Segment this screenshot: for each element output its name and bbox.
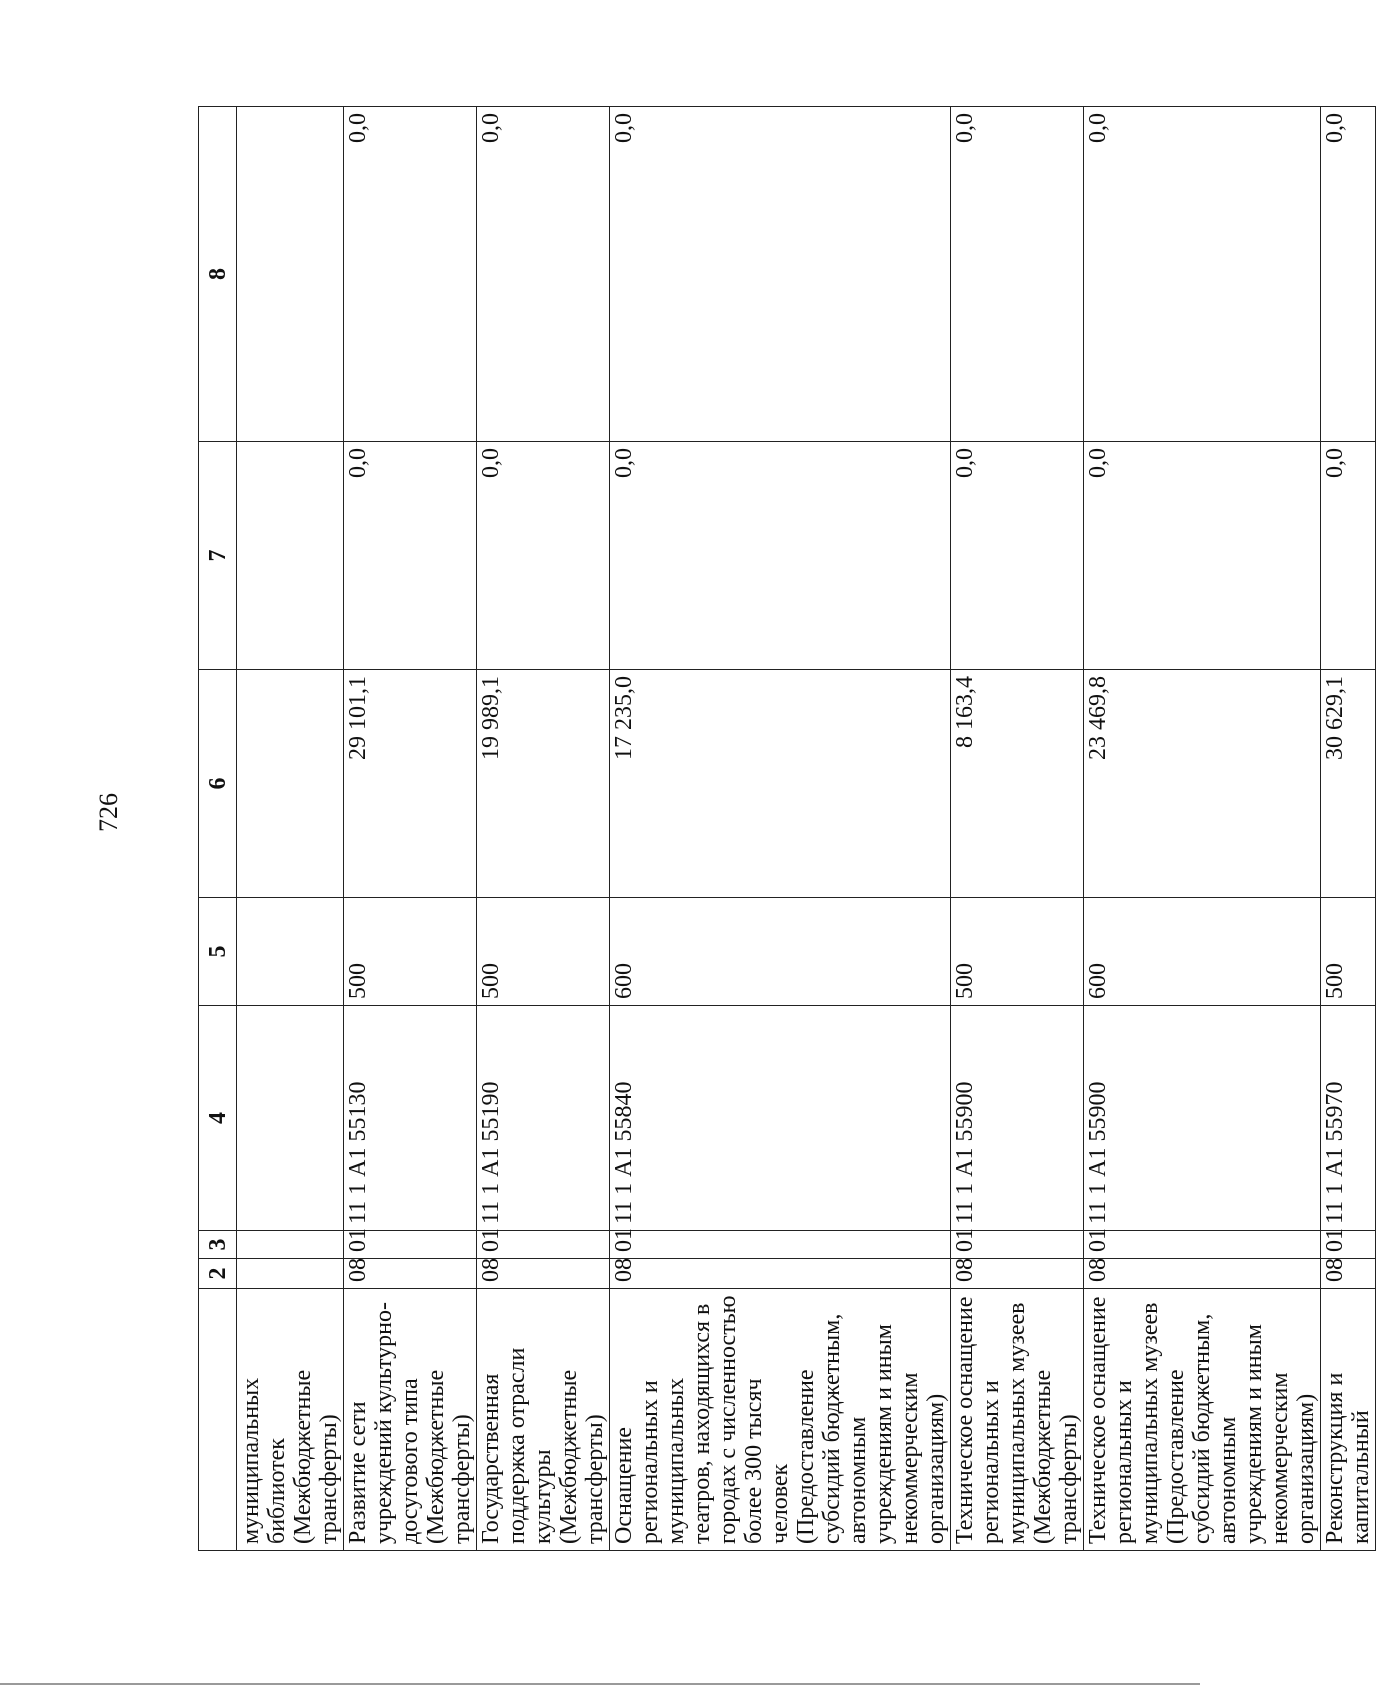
cell-amount: 0,0: [1084, 442, 1321, 670]
table-row: [951, 107, 1084, 1551]
cell-expense-type: 500: [1321, 898, 1376, 1006]
cell-name: Техническое оснащение региональных и муниципальных музеев (Предоставление субсидий бюджетным, автономным учреждениям и иным некоммерческим организациям): [1084, 1289, 1321, 1551]
cell-expense-type: 500: [344, 898, 477, 1006]
table-row: [344, 107, 477, 1551]
cell-amount: 0,0: [951, 107, 1084, 442]
cell-subsection: [237, 1231, 344, 1259]
cell-amount: 0,0: [477, 107, 610, 442]
header-cell: 3: [199, 1231, 237, 1259]
cell-subsection: 01: [477, 1231, 610, 1259]
cell-amount: [237, 107, 344, 442]
budget-table: [198, 106, 1376, 1551]
cell-amount: 0,0: [344, 107, 477, 442]
cell-amount: 0,0: [1321, 442, 1376, 670]
cell-name: Развитие сети учреждений культурно-досугового типа (Межбюджетные трансферты): [344, 1289, 477, 1551]
table-row: [477, 107, 610, 1551]
cell-section: 08: [1084, 1259, 1321, 1289]
table-row: [1321, 107, 1376, 1551]
cell-expense-type: 500: [477, 898, 610, 1006]
cell-target-article: 11 1 А1 55190: [477, 1006, 610, 1231]
cell-section: [237, 1259, 344, 1289]
cell-section: 08: [344, 1259, 477, 1289]
cell-expense-type: [237, 898, 344, 1006]
cell-amount: 0,0: [344, 442, 477, 670]
cell-name: Реконструкция и капитальный: [1321, 1289, 1376, 1551]
table-header-row: [199, 107, 237, 1551]
cell-section: 08: [477, 1259, 610, 1289]
table-row: [1084, 107, 1321, 1551]
cell-amount: 30 629,1: [1321, 670, 1376, 898]
cell-amount: 0,0: [1084, 107, 1321, 442]
cell-section: 08: [610, 1259, 951, 1289]
cell-name: Оснащение региональных и муниципальных театров, находящихся в городах с численностью более 300 тысяч человек (Предоставление субсидий бюджетным, автономным учреждениям и иным некоммерческим организациям): [610, 1289, 951, 1551]
cell-section: 08: [1321, 1259, 1376, 1289]
table-row: [237, 107, 344, 1551]
cell-subsection: 01: [344, 1231, 477, 1259]
cell-target-article: 11 1 А1 55900: [1084, 1006, 1321, 1231]
cell-section: 08: [951, 1259, 1084, 1289]
cell-name: Государственная поддержка отрасли культуры (Межбюджетные трансферты): [477, 1289, 610, 1551]
header-cell: [199, 1289, 237, 1551]
page-bottom-edge: [0, 1683, 1200, 1685]
cell-name: муниципальных библиотек (Межбюджетные трансферты): [237, 1289, 344, 1551]
header-cell: 2: [199, 1259, 237, 1289]
cell-amount: 29 101,1: [344, 670, 477, 898]
cell-subsection: 01: [1321, 1231, 1376, 1259]
header-cell: 5: [199, 898, 237, 1006]
cell-amount: 0,0: [1321, 107, 1376, 442]
header-cell: 4: [199, 1006, 237, 1231]
cell-amount: 0,0: [951, 442, 1084, 670]
cell-subsection: 01: [951, 1231, 1084, 1259]
cell-name: Техническое оснащение региональных и муниципальных музеев (Межбюджетные трансферты): [951, 1289, 1084, 1551]
cell-target-article: 11 1 А1 55130: [344, 1006, 477, 1231]
cell-expense-type: 500: [951, 898, 1084, 1006]
cell-amount: 19 989,1: [477, 670, 610, 898]
rotated-table-container: [198, 107, 1374, 1551]
cell-subsection: 01: [610, 1231, 951, 1259]
cell-amount: 0,0: [610, 442, 951, 670]
cell-amount: 23 469,8: [1084, 670, 1321, 898]
cell-target-article: 11 1 А1 55840: [610, 1006, 951, 1231]
cell-amount: [237, 670, 344, 898]
cell-amount: [237, 442, 344, 670]
cell-amount: 0,0: [610, 107, 951, 442]
table-row: [610, 107, 951, 1551]
cell-amount: 0,0: [477, 442, 610, 670]
cell-target-article: 11 1 А1 55970: [1321, 1006, 1376, 1231]
page-number: 726: [94, 793, 123, 832]
cell-expense-type: 600: [1084, 898, 1321, 1006]
cell-subsection: 01: [1084, 1231, 1321, 1259]
header-cell: 7: [199, 442, 237, 670]
cell-amount: 8 163,4: [951, 670, 1084, 898]
header-cell: 8: [199, 107, 237, 442]
cell-target-article: [237, 1006, 344, 1231]
cell-expense-type: 600: [610, 898, 951, 1006]
cell-amount: 17 235,0: [610, 670, 951, 898]
header-cell: 6: [199, 670, 237, 898]
cell-target-article: 11 1 А1 55900: [951, 1006, 1084, 1231]
